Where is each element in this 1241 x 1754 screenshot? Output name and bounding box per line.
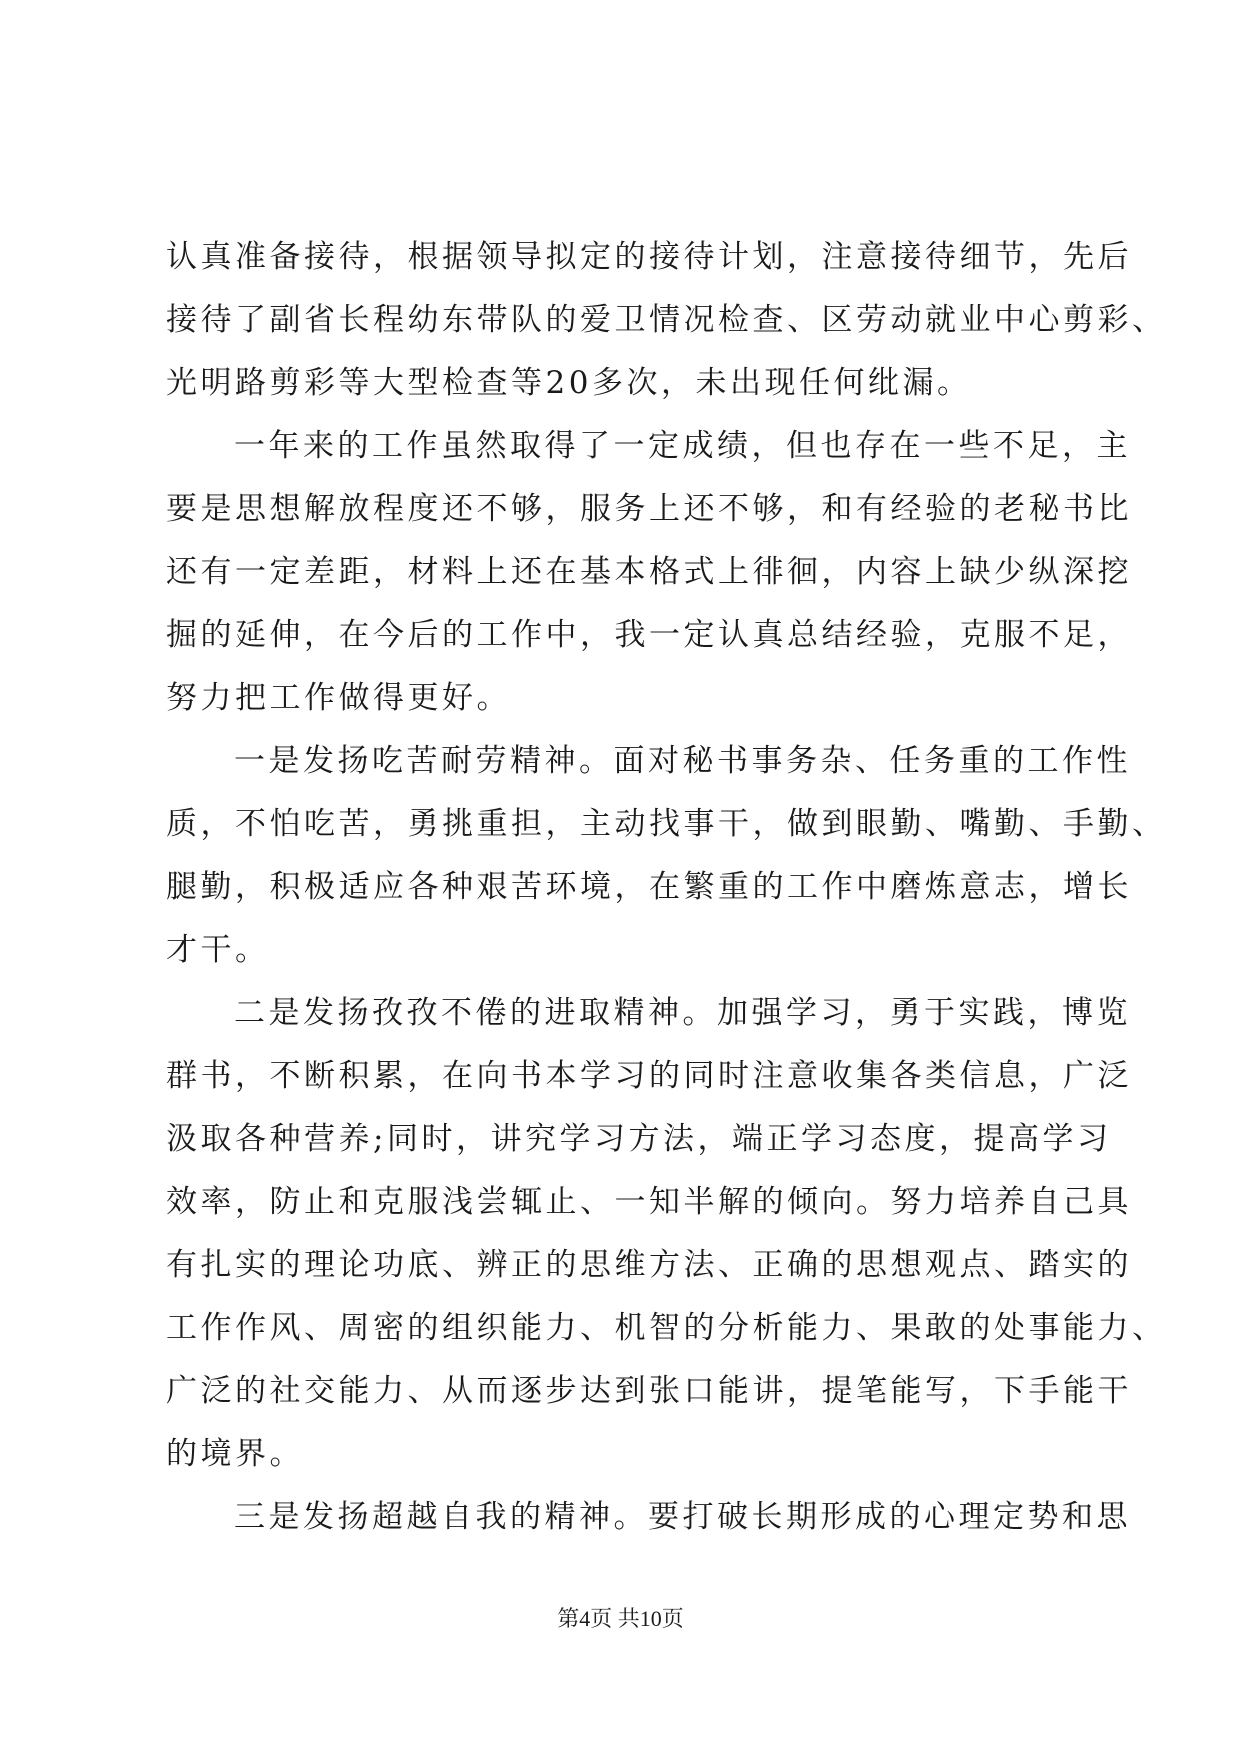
text-line: 认真准备接待，根据领导拟定的接待计划，注意接待细节，先后 [166, 239, 1132, 275]
text-line: 还有一定差距，材料上还在基本格式上徘徊，内容上缺少纵深挖 [166, 554, 1132, 590]
text-line: 掘的延伸，在今后的工作中，我一定认真总结经验，克服不足， [166, 617, 1132, 653]
text-line: 广泛的社交能力、从而逐步达到张口能讲，提笔能写，下手能干 [166, 1373, 1132, 1409]
text-line: 才干。 [166, 932, 270, 968]
text-line: 的境界。 [166, 1436, 304, 1472]
text-line: 一是发扬吃苦耐劳精神。面对秘书事务杂、任务重的工作性 [234, 743, 1131, 779]
text-line: 有扎实的理论功底、辨正的思维方法、正确的思想观点、踏实的 [166, 1247, 1132, 1283]
page-footer: 第4页 共10页 [557, 1606, 684, 1631]
text-line: 工作作风、周密的组织能力、机智的分析能力、果敢的处事能力、 [166, 1310, 1167, 1346]
text-line: 效率，防止和克服浅尝辄止、一知半解的倾向。努力培养自己具 [166, 1184, 1132, 1220]
text-line: 腿勤，积极适应各种艰苦环境，在繁重的工作中磨炼意志，增长 [166, 869, 1132, 905]
text-line: 二是发扬孜孜不倦的进取精神。加强学习，勇于实践，博览 [234, 995, 1131, 1031]
document-body [166, 226, 1167, 1549]
text-line: 接待了副省长程幼东带队的爱卫情况检查、区劳动就业中心剪彩、 [166, 302, 1167, 338]
text-line: 光明路剪彩等大型检查等20多次，未出现任何纰漏。 [166, 365, 972, 401]
text-line: 汲取各种营养;同时，讲究学习方法，端正学习态度，提高学习 [166, 1121, 1112, 1157]
text-line: 三是发扬超越自我的精神。要打破长期形成的心理定势和思 [234, 1499, 1131, 1535]
text-line: 努力把工作做得更好。 [166, 680, 511, 716]
text-line: 质，不怕吃苦，勇挑重担，主动找事干，做到眼勤、嘴勤、手勤、 [166, 806, 1167, 842]
text-line: 一年来的工作虽然取得了一定成绩，但也存在一些不足，主 [234, 428, 1131, 464]
text-line: 要是思想解放程度还不够，服务上还不够，和有经验的老秘书比 [166, 491, 1132, 527]
text-line: 群书，不断积累，在向书本学习的同时注意收集各类信息，广泛 [166, 1058, 1132, 1094]
